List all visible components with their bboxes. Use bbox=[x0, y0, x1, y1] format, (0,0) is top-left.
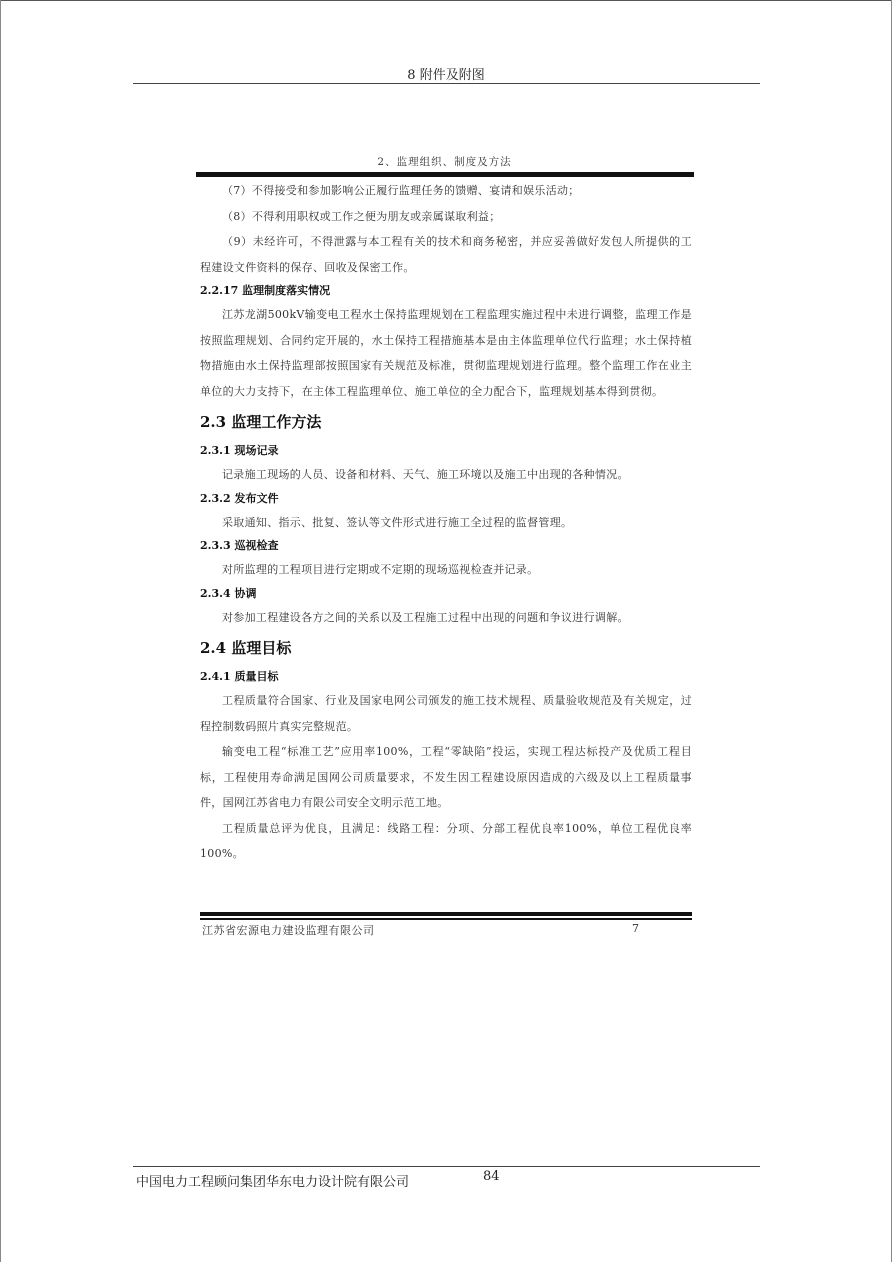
inner-footer-page-number: 7 bbox=[632, 922, 639, 935]
subsection-heading: 2.3.1 现场记录 bbox=[200, 444, 279, 457]
page-border-left bbox=[0, 0, 1, 1262]
paragraph: 对参加工程建设各方之间的关系以及工程施工过程中出现的问题和争议进行调解。 bbox=[222, 610, 629, 624]
document-body bbox=[200, 178, 692, 867]
outer-header-rule bbox=[133, 83, 760, 84]
outer-footer-company: 中国电力工程顾问集团华东电力设计院有限公司 bbox=[136, 1175, 410, 1190]
paragraph: 对所监理的工程项目进行定期或不定期的现场巡视检查并记录。 bbox=[222, 563, 539, 576]
outer-header-title: 8 附件及附图 bbox=[407, 68, 485, 83]
inner-footer-rule bbox=[200, 912, 692, 916]
paragraph: 输变电工程“标准工艺”应用率100%，工程“零缺陷”投运，实现工程达标投产及优质工程目标，工程使用寿命满足国网公司质量要求，不发生因工程建设原因造成的六级及以上工程质量事件，国网江苏省电力有限公司安全文明示范工地。 bbox=[200, 745, 692, 809]
section-heading: 2.3 监理工作方法 bbox=[200, 413, 322, 431]
inner-footer-company: 江苏省宏源电力建设监理有限公司 bbox=[202, 924, 375, 937]
inner-footer-rule-thin bbox=[200, 918, 692, 920]
inner-header-title: 2、监理组织、制度及方法 bbox=[377, 156, 512, 168]
paragraph: 采取通知、指示、批复、签认等文件形式进行施工全过程的监督管理。 bbox=[222, 515, 573, 529]
paragraph: （9）未经许可，不得泄露与本工程有关的技术和商务秘密，并应妥善做好发包人所提供的工程建设文件资料的保存、回收及保密工作。 bbox=[200, 235, 692, 274]
paragraph: 工程质量符合国家、行业及国家电网公司颁发的施工技术规程、质量验收规范及有关规定，过程控制数码照片真实完整规范。 bbox=[200, 694, 692, 733]
subsection-heading: 2.3.4 协调 bbox=[200, 586, 257, 600]
paragraph: （7）不得接受和参加影响公正履行监理任务的馈赠、宴请和娱乐活动； bbox=[222, 184, 580, 197]
inner-header-rule bbox=[196, 172, 694, 177]
paragraph: 江苏龙湖500kV输变电工程水土保持监理规划在工程监理实施过程中未进行调整，监理工作是按照监理规划、合同约定开展的，水土保持工程措施基本是由主体监理单位代行监理；水土保持植物措施由水土保持监理部按照国家有关规范及标准，贯彻监理规划进行监理。整个监理工作在业主单位的大力支持下，在主体工程监理单位、施工单位的全力配合下，监理规划基本得到贯彻。 bbox=[200, 308, 692, 398]
paragraph: 工程质量总评为优良，且满足：线路工程：分项、分部工程优良率100%，单位工程优良率100%。 bbox=[200, 821, 692, 860]
paragraph: （8）不得利用职权或工作之便为朋友或亲属谋取利益； bbox=[222, 209, 501, 223]
subsection-heading: 2.4.1 质量目标 bbox=[200, 670, 279, 683]
outer-footer-page-number: 84 bbox=[483, 1169, 500, 1184]
subsection-heading: 2.2.17 监理制度落实情况 bbox=[200, 284, 331, 297]
page-border-top bbox=[0, 0, 892, 1]
subsection-heading: 2.3.2 发布文件 bbox=[200, 491, 279, 505]
subsection-heading: 2.3.3 巡视检查 bbox=[200, 539, 279, 552]
paragraph: 记录施工现场的人员、设备和材料、天气、施工环境以及施工中出现的各种情况。 bbox=[222, 468, 629, 481]
section-heading: 2.4 监理目标 bbox=[200, 639, 292, 657]
outer-footer-rule bbox=[133, 1166, 760, 1167]
